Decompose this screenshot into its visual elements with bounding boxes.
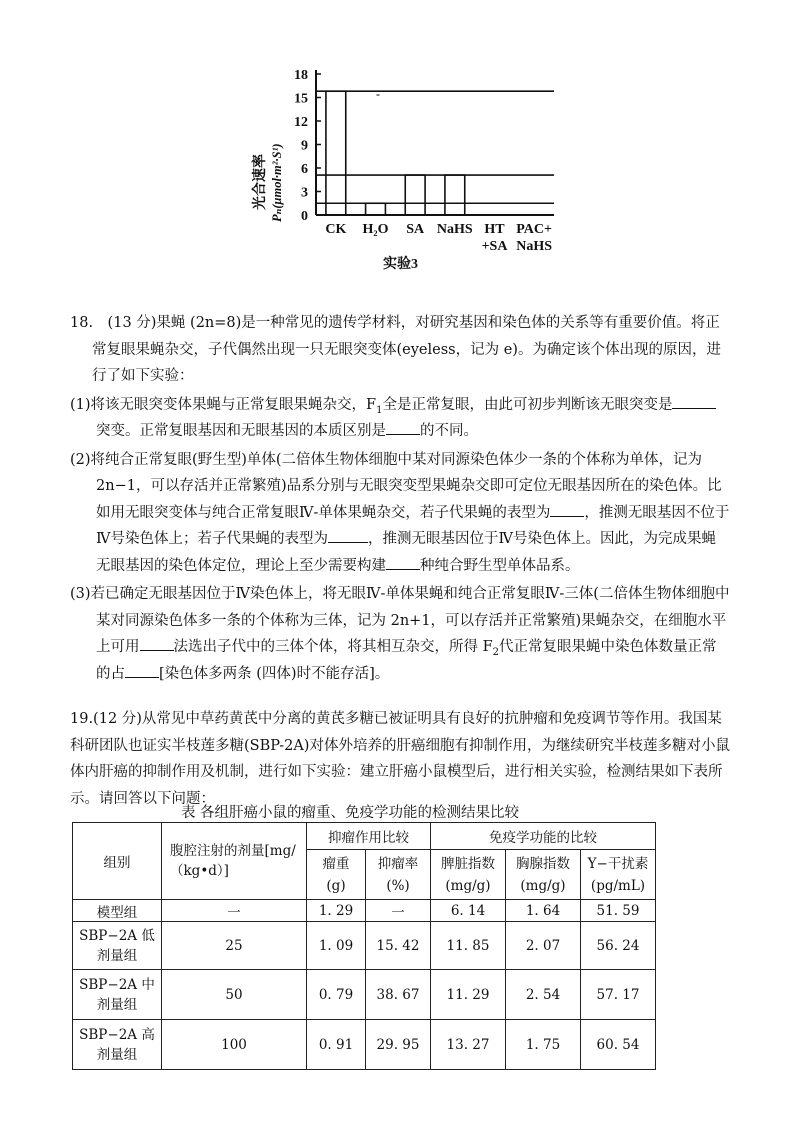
header-group: 组别 <box>73 823 162 900</box>
q18-p3d: [染色体多两条 (四体)时不能存活]。 <box>159 665 390 682</box>
bar <box>366 203 386 215</box>
chart-title: 实验3 <box>383 257 418 272</box>
q18-p3-sub: 2 <box>492 646 500 658</box>
subheader-unit: (g) <box>326 877 346 894</box>
y-tick-label: 3 <box>301 185 308 201</box>
cell-group: 模型组 <box>73 900 162 922</box>
q18-part2 <box>70 447 730 580</box>
cell-ifn: 60. 54 <box>581 1020 656 1070</box>
answer-blank[interactable] <box>550 502 584 517</box>
subheader-cell <box>366 850 431 900</box>
y-tick-label: 9 <box>301 138 308 154</box>
answer-blank[interactable] <box>672 394 716 409</box>
table-caption: 表 各组肝癌小鼠的瘤重、免疫学功能的检测结果比较 <box>180 805 520 821</box>
q18-p1-sub: 1 <box>376 404 383 416</box>
cell-weight: 0. 79 <box>307 970 366 1020</box>
cell-weight: 1. 29 <box>307 900 366 922</box>
q18-part1 <box>70 392 730 445</box>
q18-p3b: 法选出子代中的三体个体，将其相互杂交，所得 F <box>173 639 493 655</box>
bar <box>405 175 425 215</box>
x-tick-label: CK <box>325 222 347 237</box>
answer-blank[interactable] <box>328 528 368 543</box>
q18-p2a: (2)将纯合正常复眼(野生型)单体(二倍体生物体细胞中某对同源染色体少一条的个体称为单体，记为 2n−1，可以存活并正常繁殖)品系分别与无眼突变型果蝇杂交即可定位无眼基因所在的染色体。比如用无眼突变体与纯合正常复眼Ⅳ-单体果蝇杂交，若子代果蝇的表型为 <box>70 451 722 521</box>
table-row <box>73 1020 656 1070</box>
cell-weight: 0. 91 <box>307 1020 366 1070</box>
subheader-cell <box>506 850 581 900</box>
answer-blank[interactable] <box>386 555 420 570</box>
cell-spleen: 11. 85 <box>431 922 506 970</box>
cell-rate: 29. 95 <box>366 1020 431 1070</box>
cell-group: SBP−2A 中剂量组 <box>73 970 162 1020</box>
x-tick-label: H₂O <box>362 222 389 237</box>
x-tick-label: PAC+ <box>516 222 553 237</box>
cell-weight: 1. 09 <box>307 922 366 970</box>
x-tick-label: HT <box>484 222 505 237</box>
bar <box>326 91 346 215</box>
x-tick-label-line2: +SA <box>481 239 508 254</box>
cell-dose: 25 <box>162 922 307 970</box>
chart-canvas <box>250 58 570 273</box>
cell-thymus: 1. 64 <box>506 900 581 922</box>
subheader-unit: (pg/mL) <box>590 877 646 894</box>
x-tick-label: NaHS <box>436 222 473 237</box>
chart-mark: - <box>376 87 380 101</box>
cell-thymus: 1. 75 <box>506 1020 581 1070</box>
q18-p1a: (1)将该无眼突变体果蝇与正常复眼果蝇杂交，F <box>70 396 377 413</box>
cell-rate: 38. 67 <box>366 970 431 1020</box>
q18-p2b: ，推测无眼基因不位于Ⅳ号染色体上；若子代果蝇的表型为 <box>96 504 730 547</box>
cell-ifn: 51. 59 <box>581 900 656 922</box>
bar <box>445 175 465 215</box>
y-tick-label: 0 <box>301 209 308 224</box>
answer-blank[interactable] <box>125 663 159 678</box>
subheader-name: 胸腺指数 <box>516 855 570 872</box>
y-tick-label: 18 <box>294 68 308 83</box>
header-inhibition: 抑瘤作用比较 <box>307 823 431 850</box>
q18-p1b: 全是正常复眼，由此可初步判断该无眼突变是 <box>382 396 673 413</box>
chart-ylabel-line1: 光合速率 <box>253 154 268 210</box>
cell-dose: 100 <box>162 1020 307 1070</box>
q18-intro: 18. (13 分)果蝇 (2n=8)是一种常见的遗传学材料，对研究基因和染色体的关系等有重要价值。将正常复眼果蝇杂交，子代偶然出现一只无眼突变体(eyeless，记为 e)。为确定该个体出现的原因，进行了如下实验： <box>70 315 721 384</box>
q18-p3a: (3)若已确定无眼基因位于Ⅳ染色体上，将无眼Ⅳ-单体果蝇和纯合正常复眼Ⅳ-三体(二倍体生物体细胞中某对同源染色体多一条的个体称为三体，记为 2n+1，可以存活并正常繁殖)果蝇杂交，在细胞水平上可用 <box>70 586 730 655</box>
cell-group: SBP−2A 低剂量组 <box>73 922 162 970</box>
subheader-name: Y−干扰素 <box>587 855 649 872</box>
table-row <box>73 970 656 1020</box>
question-19 <box>70 706 730 812</box>
subheader-cell <box>581 850 656 900</box>
q18-p3c: 代正常复眼果蝇中染色体数量正常的占 <box>96 639 717 682</box>
answer-blank[interactable] <box>386 420 420 435</box>
chart-ylabel-line2: Pₙ(μmol·m²·S¹) <box>270 143 284 222</box>
cell-rate: 一 <box>366 900 431 922</box>
y-tick-label: 6 <box>301 162 308 177</box>
subheader-cell <box>307 850 366 900</box>
y-tick-label: 15 <box>294 91 308 107</box>
q18-p1c: 突变。正常复眼基因和无眼基因的本质区别是 <box>96 423 386 439</box>
q18-p2d: 种纯合野生型单体品系。 <box>420 557 580 574</box>
question-18 <box>70 310 730 687</box>
cell-spleen: 6. 14 <box>431 900 506 922</box>
cell-spleen: 11. 29 <box>431 970 506 1020</box>
subheader-name: 脾脏指数 <box>441 855 495 872</box>
cell-spleen: 13. 27 <box>431 1020 506 1070</box>
cell-dose: 一 <box>162 900 307 922</box>
subheader-name: 瘤重 <box>322 855 350 872</box>
table-header-row <box>73 823 656 850</box>
table-row <box>73 900 656 922</box>
answer-blank[interactable] <box>140 636 174 651</box>
photosynthesis-bar-chart <box>250 58 570 273</box>
q18-part3 <box>70 581 730 687</box>
q19-intro: 19.(12 分)从常见中草药黄芪中分离的黄芪多糖已被证明具有良好的抗肿瘤和免疫调节等作用。我国某科研团队也证实半枝莲多糖(SBP-2A)对体外培养的肝癌细胞有抑制作用，为继续研究半枝莲多糖对小鼠体内肝癌的抑制作用及机制，进行如下实验：建立肝癌小鼠模型后，进行相关实验，检测结果如下表所示。请回答以下问题： <box>70 711 730 807</box>
q18-p1d: 的不同。 <box>420 423 478 439</box>
cell-dose: 50 <box>162 970 307 1020</box>
results-table <box>72 822 656 1070</box>
q18-p2c: ，推测无眼基因位于Ⅳ号染色体上。因此，为完成果蝇无眼基因的染色体定位，理论上至少需要构建 <box>96 531 716 574</box>
x-tick-label-line2: NaHS <box>516 239 553 254</box>
cell-ifn: 56. 24 <box>581 922 656 970</box>
table-row <box>73 922 656 970</box>
header-immune: 免疫学功能的比较 <box>431 823 656 850</box>
x-tick-label: SA <box>406 222 425 237</box>
subheader-unit: (mg/g) <box>445 877 491 894</box>
subheader-unit: (mg/g) <box>520 877 566 894</box>
y-tick-label: 12 <box>294 115 308 130</box>
cell-rate: 15. 42 <box>366 922 431 970</box>
subheader-cell <box>431 850 506 900</box>
cell-thymus: 2. 54 <box>506 970 581 1020</box>
subheader-unit: (%) <box>386 877 410 894</box>
subheader-name: 抑瘤率 <box>377 855 419 872</box>
cell-thymus: 2. 07 <box>506 922 581 970</box>
header-dose: 腹腔注射的剂量[mg/（kg•d）] <box>162 823 307 900</box>
cell-ifn: 57. 17 <box>581 970 656 1020</box>
cell-group: SBP−2A 高剂量组 <box>73 1020 162 1070</box>
